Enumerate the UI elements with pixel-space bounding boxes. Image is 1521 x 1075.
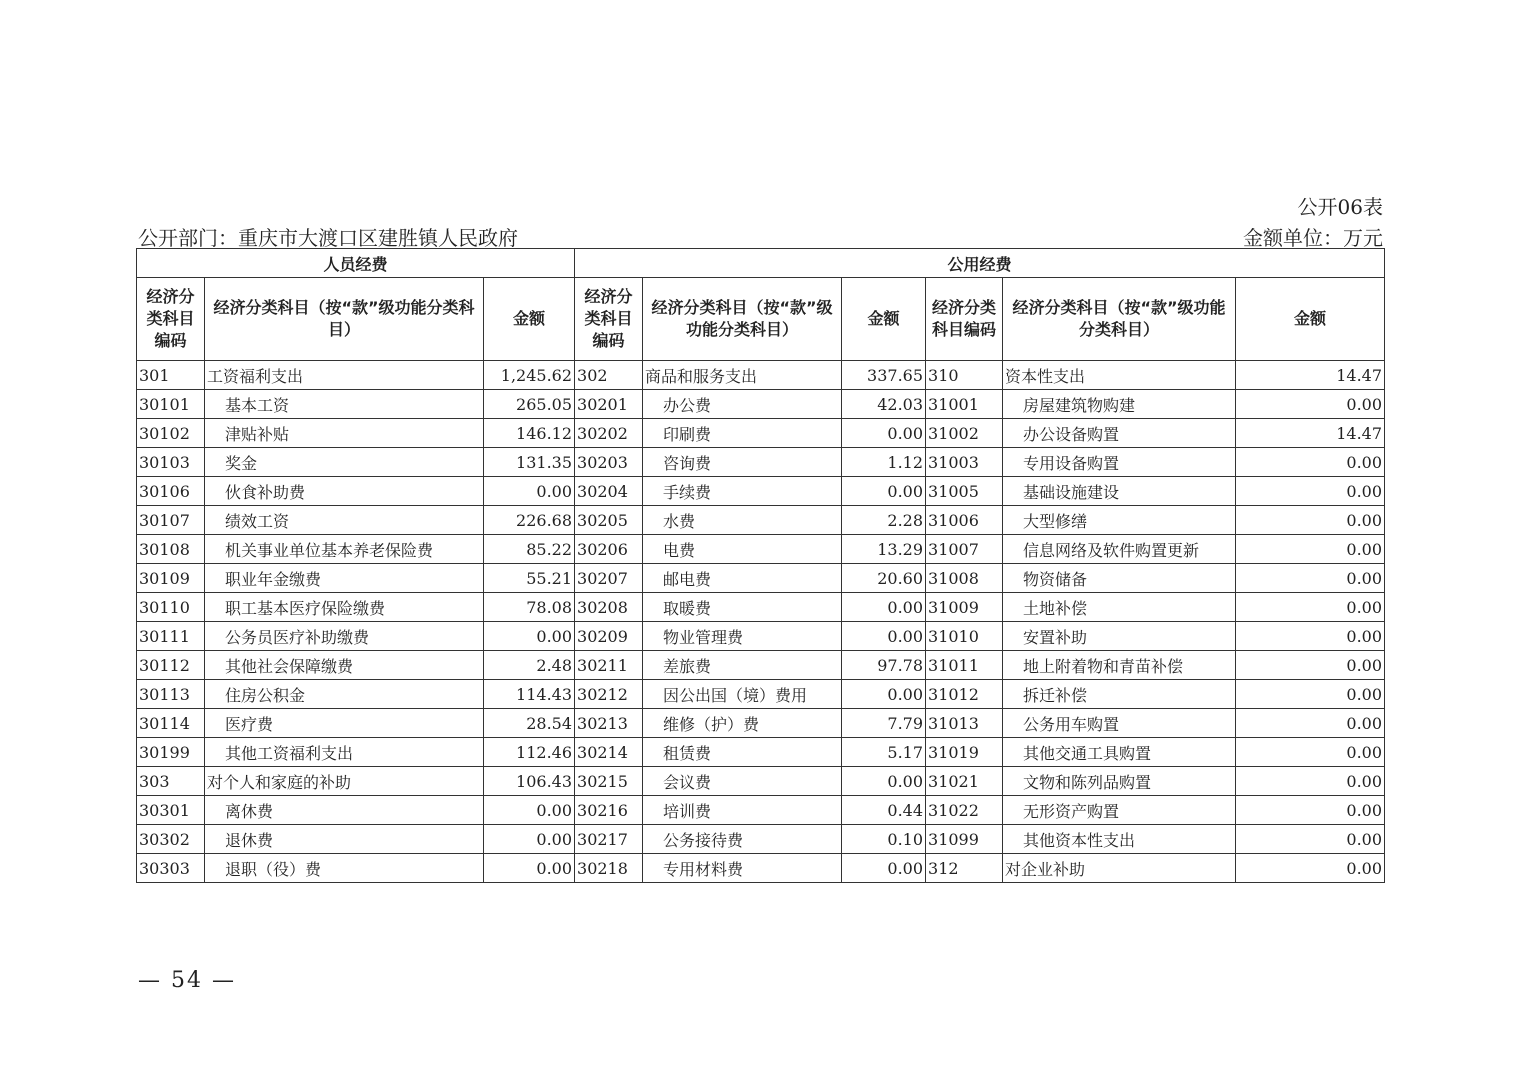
code-cell: 302 <box>575 361 643 390</box>
table-row <box>137 361 1385 390</box>
name-cell: 职业年金缴费 <box>205 564 484 593</box>
name-cell: 奖金 <box>205 448 484 477</box>
name-cell: 津贴补贴 <box>205 419 484 448</box>
code-cell: 31099 <box>926 825 1003 854</box>
amount-cell: 0.00 <box>1236 564 1385 593</box>
name-cell: 离休费 <box>205 796 484 825</box>
name-cell: 信息网络及软件购置更新 <box>1003 535 1236 564</box>
name-cell: 专用材料费 <box>643 854 842 883</box>
name-cell: 房屋建筑物购建 <box>1003 390 1236 419</box>
amount-cell: 55.21 <box>484 564 575 593</box>
name-cell: 机关事业单位基本养老保险费 <box>205 535 484 564</box>
table-row <box>137 419 1385 448</box>
name-cell: 差旅费 <box>643 651 842 680</box>
code-cell: 31021 <box>926 767 1003 796</box>
code-cell: 310 <box>926 361 1003 390</box>
amount-cell: 42.03 <box>842 390 926 419</box>
name-cell: 其他社会保障缴费 <box>205 651 484 680</box>
amount-cell: 0.00 <box>484 796 575 825</box>
amount-cell: 5.17 <box>842 738 926 767</box>
code-cell: 30111 <box>137 622 205 651</box>
amount-cell: 0.00 <box>1236 593 1385 622</box>
code-cell: 31003 <box>926 448 1003 477</box>
amount-cell: 0.00 <box>1236 680 1385 709</box>
code-cell: 30201 <box>575 390 643 419</box>
name-cell: 商品和服务支出 <box>643 361 842 390</box>
name-cell: 取暖费 <box>643 593 842 622</box>
code-cell: 30218 <box>575 854 643 883</box>
name-cell: 维修（护）费 <box>643 709 842 738</box>
code-cell: 30215 <box>575 767 643 796</box>
amount-column-header: 金额 <box>1236 278 1385 361</box>
amount-cell: 14.47 <box>1236 419 1385 448</box>
name-cell: 对个人和家庭的补助 <box>205 767 484 796</box>
amount-cell: 78.08 <box>484 593 575 622</box>
amount-cell: 14.47 <box>1236 361 1385 390</box>
name-cell: 因公出国（境）费用 <box>643 680 842 709</box>
name-cell: 资本性支出 <box>1003 361 1236 390</box>
table-row <box>137 622 1385 651</box>
amount-cell: 0.00 <box>1236 622 1385 651</box>
code-cell: 30214 <box>575 738 643 767</box>
amount-cell: 0.44 <box>842 796 926 825</box>
name-cell: 住房公积金 <box>205 680 484 709</box>
name-cell: 工资福利支出 <box>205 361 484 390</box>
name-cell: 文物和陈列品购置 <box>1003 767 1236 796</box>
amount-cell: 0.00 <box>1236 390 1385 419</box>
code-cell: 301 <box>137 361 205 390</box>
amount-cell: 28.54 <box>484 709 575 738</box>
code-cell: 30107 <box>137 506 205 535</box>
amount-cell: 20.60 <box>842 564 926 593</box>
code-cell: 30204 <box>575 477 643 506</box>
amount-cell: 1,245.62 <box>484 361 575 390</box>
name-cell: 绩效工资 <box>205 506 484 535</box>
name-cell: 租赁费 <box>643 738 842 767</box>
code-cell: 31009 <box>926 593 1003 622</box>
amount-cell: 0.00 <box>484 854 575 883</box>
code-cell: 30216 <box>575 796 643 825</box>
amount-cell: 0.00 <box>842 854 926 883</box>
code-cell: 30302 <box>137 825 205 854</box>
table-row <box>137 709 1385 738</box>
table-row <box>137 796 1385 825</box>
name-cell: 其他交通工具购置 <box>1003 738 1236 767</box>
amount-cell: 7.79 <box>842 709 926 738</box>
amount-cell: 146.12 <box>484 419 575 448</box>
amount-cell: 2.48 <box>484 651 575 680</box>
code-cell: 30205 <box>575 506 643 535</box>
code-cell: 303 <box>137 767 205 796</box>
amount-cell: 0.00 <box>1236 448 1385 477</box>
code-cell: 30113 <box>137 680 205 709</box>
amount-cell: 0.00 <box>1236 506 1385 535</box>
name-cell: 办公费 <box>643 390 842 419</box>
department-label: 公开部门：重庆市大渡口区建胜镇人民政府 <box>138 226 518 250</box>
code-cell: 30207 <box>575 564 643 593</box>
code-column-header: 经济分类科目编码 <box>926 278 1003 361</box>
code-cell: 30114 <box>137 709 205 738</box>
code-cell: 30208 <box>575 593 643 622</box>
budget-table <box>136 248 1385 883</box>
name-cell: 基本工资 <box>205 390 484 419</box>
personnel-expense-header: 人员经费 <box>137 249 575 278</box>
name-cell: 公务用车购置 <box>1003 709 1236 738</box>
code-cell: 31001 <box>926 390 1003 419</box>
amount-cell: 0.00 <box>484 477 575 506</box>
table-row <box>137 564 1385 593</box>
table-row <box>137 506 1385 535</box>
name-cell: 印刷费 <box>643 419 842 448</box>
code-column-header: 经济分类科目编码 <box>575 278 643 361</box>
amount-cell: 0.00 <box>1236 535 1385 564</box>
code-cell: 30206 <box>575 535 643 564</box>
amount-cell: 1.12 <box>842 448 926 477</box>
name-cell: 培训费 <box>643 796 842 825</box>
amount-cell: 0.00 <box>842 477 926 506</box>
code-cell: 30112 <box>137 651 205 680</box>
amount-cell: 0.00 <box>842 622 926 651</box>
amount-cell: 0.00 <box>484 622 575 651</box>
amount-column-header: 金额 <box>484 278 575 361</box>
code-cell: 31008 <box>926 564 1003 593</box>
name-cell: 伙食补助费 <box>205 477 484 506</box>
table-number: 公开06表 <box>1297 195 1383 219</box>
amount-cell: 114.43 <box>484 680 575 709</box>
name-cell: 拆迁补偿 <box>1003 680 1236 709</box>
code-cell: 31007 <box>926 535 1003 564</box>
amount-cell: 131.35 <box>484 448 575 477</box>
name-cell: 其他工资福利支出 <box>205 738 484 767</box>
amount-cell: 0.00 <box>842 767 926 796</box>
group-header-row <box>137 249 1385 278</box>
table-row <box>137 390 1385 419</box>
code-cell: 30213 <box>575 709 643 738</box>
name-cell: 退休费 <box>205 825 484 854</box>
code-cell: 31010 <box>926 622 1003 651</box>
code-cell: 31019 <box>926 738 1003 767</box>
amount-cell: 85.22 <box>484 535 575 564</box>
name-cell: 办公设备购置 <box>1003 419 1236 448</box>
public-expense-header: 公用经费 <box>575 249 1385 278</box>
name-cell: 医疗费 <box>205 709 484 738</box>
name-cell: 退职（役）费 <box>205 854 484 883</box>
name-cell: 专用设备购置 <box>1003 448 1236 477</box>
code-cell: 31002 <box>926 419 1003 448</box>
code-cell: 30211 <box>575 651 643 680</box>
amount-unit-label: 金额单位：万元 <box>1243 226 1383 250</box>
name-column-header: 经济分类科目（按“款”级功能分类科目） <box>643 278 842 361</box>
amount-cell: 0.00 <box>484 825 575 854</box>
table-row <box>137 680 1385 709</box>
code-cell: 31006 <box>926 506 1003 535</box>
amount-cell: 0.00 <box>1236 477 1385 506</box>
name-cell: 咨询费 <box>643 448 842 477</box>
amount-cell: 0.00 <box>842 680 926 709</box>
name-cell: 基础设施建设 <box>1003 477 1236 506</box>
code-cell: 30103 <box>137 448 205 477</box>
amount-cell: 0.00 <box>1236 796 1385 825</box>
amount-cell: 226.68 <box>484 506 575 535</box>
code-cell: 31012 <box>926 680 1003 709</box>
amount-cell: 337.65 <box>842 361 926 390</box>
amount-cell: 0.00 <box>1236 854 1385 883</box>
table-row <box>137 477 1385 506</box>
column-header-row <box>137 278 1385 361</box>
name-cell: 公务接待费 <box>643 825 842 854</box>
name-column-header: 经济分类科目（按“款”级功能分类科目） <box>205 278 484 361</box>
code-cell: 31005 <box>926 477 1003 506</box>
code-cell: 30199 <box>137 738 205 767</box>
code-cell: 31022 <box>926 796 1003 825</box>
name-cell: 手续费 <box>643 477 842 506</box>
name-cell: 物业管理费 <box>643 622 842 651</box>
name-cell: 土地补偿 <box>1003 593 1236 622</box>
name-cell: 职工基本医疗保险缴费 <box>205 593 484 622</box>
table-row <box>137 651 1385 680</box>
page-number: — 54 — <box>138 968 236 993</box>
amount-column-header: 金额 <box>842 278 926 361</box>
amount-cell: 0.00 <box>1236 767 1385 796</box>
code-cell: 31011 <box>926 651 1003 680</box>
code-cell: 312 <box>926 854 1003 883</box>
code-cell: 30212 <box>575 680 643 709</box>
code-cell: 31013 <box>926 709 1003 738</box>
amount-cell: 0.00 <box>1236 825 1385 854</box>
amount-cell: 112.46 <box>484 738 575 767</box>
table-row <box>137 448 1385 477</box>
code-cell: 30106 <box>137 477 205 506</box>
name-cell: 水费 <box>643 506 842 535</box>
table-row <box>137 738 1385 767</box>
table-row <box>137 535 1385 564</box>
amount-cell: 0.00 <box>842 419 926 448</box>
code-cell: 30209 <box>575 622 643 651</box>
code-column-header: 经济分类科目编码 <box>137 278 205 361</box>
code-cell: 30202 <box>575 419 643 448</box>
table-row <box>137 767 1385 796</box>
amount-cell: 0.00 <box>1236 651 1385 680</box>
name-cell: 邮电费 <box>643 564 842 593</box>
amount-cell: 2.28 <box>842 506 926 535</box>
table-row <box>137 854 1385 883</box>
name-cell: 电费 <box>643 535 842 564</box>
code-cell: 30109 <box>137 564 205 593</box>
code-cell: 30101 <box>137 390 205 419</box>
amount-cell: 0.10 <box>842 825 926 854</box>
name-cell: 其他资本性支出 <box>1003 825 1236 854</box>
name-cell: 对企业补助 <box>1003 854 1236 883</box>
amount-cell: 106.43 <box>484 767 575 796</box>
code-cell: 30301 <box>137 796 205 825</box>
code-cell: 30203 <box>575 448 643 477</box>
name-column-header: 经济分类科目（按“款”级功能分类科目） <box>1003 278 1236 361</box>
name-cell: 安置补助 <box>1003 622 1236 651</box>
table-body <box>137 361 1385 883</box>
table-row <box>137 593 1385 622</box>
amount-cell: 13.29 <box>842 535 926 564</box>
amount-cell: 265.05 <box>484 390 575 419</box>
table-row <box>137 825 1385 854</box>
name-cell: 地上附着物和青苗补偿 <box>1003 651 1236 680</box>
amount-cell: 97.78 <box>842 651 926 680</box>
name-cell: 会议费 <box>643 767 842 796</box>
name-cell: 公务员医疗补助缴费 <box>205 622 484 651</box>
code-cell: 30110 <box>137 593 205 622</box>
amount-cell: 0.00 <box>1236 709 1385 738</box>
name-cell: 无形资产购置 <box>1003 796 1236 825</box>
code-cell: 30217 <box>575 825 643 854</box>
name-cell: 物资储备 <box>1003 564 1236 593</box>
code-cell: 30303 <box>137 854 205 883</box>
code-cell: 30108 <box>137 535 205 564</box>
amount-cell: 0.00 <box>1236 738 1385 767</box>
code-cell: 30102 <box>137 419 205 448</box>
amount-cell: 0.00 <box>842 593 926 622</box>
name-cell: 大型修缮 <box>1003 506 1236 535</box>
